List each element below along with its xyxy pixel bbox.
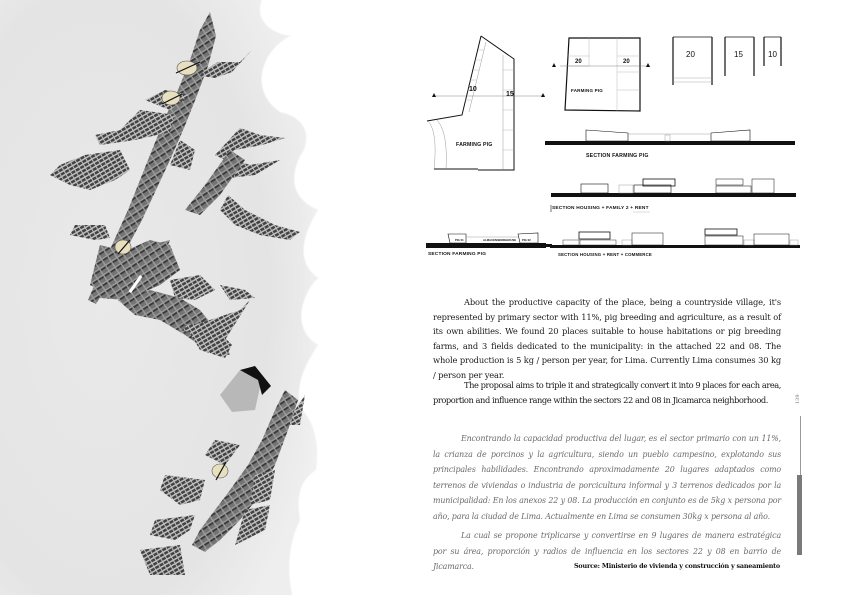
paragraph-spanish-1 xyxy=(433,431,781,525)
plan-farming-pig-2 xyxy=(560,38,650,111)
paragraph-english-1 xyxy=(433,295,781,383)
source-citation: Source: Ministerio de vivienda y construcción y saneamiento xyxy=(574,562,780,570)
section-farming-pig-top xyxy=(545,130,795,145)
section-housing-rent-commerce xyxy=(550,229,800,248)
page-marker-line xyxy=(800,416,801,476)
section-marker-icon xyxy=(646,63,650,67)
plan-1-number-15: 15 xyxy=(506,91,514,98)
plan-2-number-20a: 20 xyxy=(575,59,582,65)
section-housing-commerce-label: SECTION HOUSING + RENT + COMMERCE xyxy=(558,252,652,257)
section-label-pig-01: PIG 01 xyxy=(455,238,464,242)
paragraph-spanish-2-text: La cual se propone triplicarse y convertirse en 9 lugares de manera estratégica por su área, proporción y radios de influencia en los sectores 22 y 08 en barrio de Jicamarca. xyxy=(433,531,781,572)
section-farming-pig-label-bottom: SECTION FARMING PIG xyxy=(428,252,487,257)
section-marker-icon xyxy=(552,63,556,67)
section-label-pig-02: PIG 02 xyxy=(522,238,531,242)
module-10-label: 10 xyxy=(768,50,777,59)
section-marker-icon xyxy=(541,93,545,97)
plan-2-title: FARMING PIG xyxy=(571,88,603,93)
paragraph-english-2 xyxy=(433,378,781,407)
module-15-label: 15 xyxy=(734,50,743,59)
page-number: 139 xyxy=(795,394,801,404)
section-farming-pig-label-top: SECTION FARMING PIG xyxy=(586,153,649,159)
page-marker-bar xyxy=(797,475,802,555)
plan-1-title: FARMING PIG xyxy=(456,142,493,148)
module-20-label: 20 xyxy=(686,50,695,59)
paragraph-english-1-text: About the productive capacity of the place, being a countryside village, it's represented by primary sector with 11%, pig breeding and agriculture, as a result of its own abilities. We found 20 places suitable to house habitations or pig breeding farms, and 3 fields dedicated to the municipality: in the attached 22 and 08. The whole production is 5 kg / person per year, for Lima. Currently Lima consumes 30 kg / person per year. xyxy=(433,297,781,380)
paragraph-english-2-text: The proposal aims to triple it and strategically convert it into 9 places for each area, proportion and influence range within the sectors 22 and 08 in Jicamarca neighborhood. xyxy=(433,380,781,405)
section-marker-icon xyxy=(432,93,436,97)
module-20 xyxy=(673,37,712,85)
paragraph-spanish-1-text: Encontrando la capacidad productiva del lugar, es el sector primario con un 11%, la crianza de porcinos y la agricultura, siendo un pueblo campesino, explotando sus principales habilidades. Encontrando aproximadamente 20 lugares adaptados como terrenos de viviendas o industria de porcicultura informal y 3 terrenos dedicados por la municipalidad: En los anexos 22 y 08. La producción en conjunto es de 5kg x persona por año, para la ciudad de Lima. Actualmente en Lima se consumen 30kg x persona al año. xyxy=(433,434,781,521)
plan-farming-pig-1 xyxy=(427,36,545,170)
plan-2-number-20b: 20 xyxy=(623,59,630,65)
section-housing-family-label: SECTION HOUSING + FAMILY 2 + RENT xyxy=(552,206,649,211)
section-label-warehouse: ALMACEN/WAREHOUSE xyxy=(483,238,517,242)
section-housing-family-rent xyxy=(551,179,796,197)
plan-1-number-10: 10 xyxy=(469,86,477,93)
